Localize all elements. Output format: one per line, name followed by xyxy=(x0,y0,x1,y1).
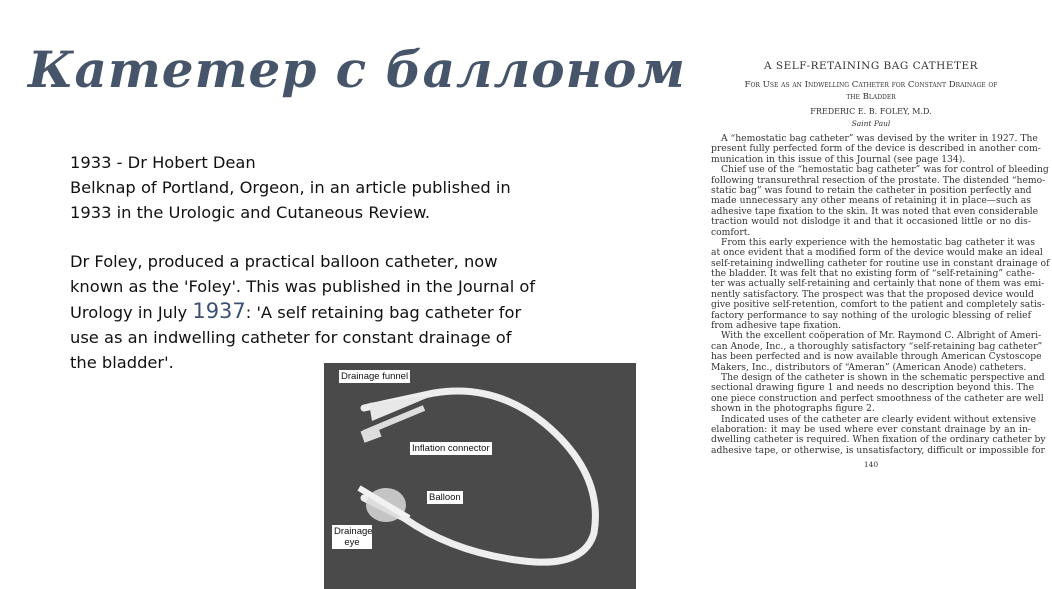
label-inflation-connector: Inflation connector xyxy=(412,443,490,454)
article-line: traction would not dislodge it and that it occasioned little or no dis- xyxy=(711,216,1031,228)
slide-title: Катетер с баллоном xyxy=(28,40,686,99)
label-drainage-funnel: Drainage funnel xyxy=(341,371,409,382)
article-subtitle: For Use as an Indwelling Catheter for Constant Drainage of xyxy=(744,80,998,90)
article-line: Indicated uses of the catheter are clearly evident without extensive xyxy=(721,413,1037,425)
paragraph-1 xyxy=(70,150,540,225)
article-line: made unnecessary any other means of retaining it in place—such as xyxy=(711,195,1031,207)
label-balloon: Balloon xyxy=(429,492,461,503)
article-line: can Anode, Inc., a thoroughly satisfactory “self-retaining bag catheter” xyxy=(711,340,1043,352)
article-line: ter was actually self-retaining and certainly that none of them was emi- xyxy=(711,278,1045,290)
article-line: A “hemostatic bag catheter” was devised by the writer in 1927. The xyxy=(721,133,1038,144)
text: Dr Foley, produced a practical balloon catheter, now known as the 'Foley'. This was published in the Journal of Urology in July xyxy=(70,252,536,322)
journal-article xyxy=(711,60,1050,470)
article-line: self-retaining indwelling catheter for routine use in constant drainage of xyxy=(711,257,1050,269)
article-line: shown in the photographs figure 2. xyxy=(711,403,875,415)
label-drainage-eye: Drainage eye xyxy=(334,526,373,548)
article-body xyxy=(711,133,1050,456)
article-line: Chief use of the “hemostatic bag catheter” was for control of bleeding xyxy=(721,164,1049,176)
article-line: nently satisfactory. The prospect was that the proposed device would xyxy=(711,288,1034,300)
article-line: give positive self-retention, comfort to the patient and completely satis- xyxy=(711,299,1045,311)
article-line: sectional drawing figure 1 and needs no description beyond this. The xyxy=(711,382,1035,394)
article-line: static bag” was found to retain the catheter in position perfectly and xyxy=(711,184,1032,196)
article-line: comfort. xyxy=(711,226,751,238)
article-line: following transurethral resection of the prostate. The distended “hemo- xyxy=(711,174,1046,186)
article-author: FREDERIC E. B. FOLEY, M.D. xyxy=(810,107,932,116)
text: : 'A self retaining bag catheter for use as an indwelling catheter for constant drainage of the bladder'. xyxy=(70,303,522,372)
article-line: present fully perfected form of the device is described in another com- xyxy=(711,143,1041,155)
article-line: adhesive tape, or otherwise, is unsatisfactory, difficult or impossible for xyxy=(711,444,1045,456)
article-line: one piece construction and perfect smoothness of the catheter are well xyxy=(711,392,1044,404)
article-title: A SELF-RETAINING BAG CATHETER xyxy=(763,60,979,72)
article-line: the bladder. It was felt that no existing form of “self-retaining” cathe- xyxy=(711,268,1035,280)
line: Belknap of Portland, Orgeon, in an article published in xyxy=(70,178,511,197)
article-subtitle: the Bladder xyxy=(846,92,896,102)
catheter-photo xyxy=(324,363,636,589)
line: 1933 in the Urologic and Cutaneous Review. xyxy=(70,203,431,222)
article-place: Saint Paul xyxy=(851,119,891,128)
article-line: from adhesive tape fixation. xyxy=(711,320,842,332)
page-number: 140 xyxy=(863,460,879,470)
year-highlight: 1937 xyxy=(192,299,246,323)
article-line: elaboration: it may be used where ever constant drainage by an in- xyxy=(711,423,1031,435)
line: 1933 - Dr Hobert Dean xyxy=(70,153,256,172)
history-text xyxy=(70,150,540,399)
article-line: adhesive tape fixation to the skin. It was noted that even considerable xyxy=(711,205,1039,217)
article-line: The design of the catheter is shown in the schematic perspective and xyxy=(721,371,1045,383)
catheter-illustration xyxy=(324,363,636,589)
article-line: has been perfected and is now available through American Cystoscope xyxy=(711,351,1042,363)
article-line: From this early experience with the hemostatic bag catheter it was xyxy=(721,236,1035,248)
article-line: factory performance to say nothing of the urologic blessing of relief xyxy=(711,309,1031,321)
article-line: With the excellent coöperation of Mr. Raymond C. Albright of Ameri- xyxy=(721,330,1042,342)
article-line: at once evident that a modified form of the device would make an ideal xyxy=(711,247,1043,259)
article-line: munication in this issue of this Journal (see page 134). xyxy=(711,153,966,165)
paragraph-2 xyxy=(70,249,540,375)
article-line: Makers, Inc., distributors of “Ameran” (American Anode) catheters. xyxy=(711,361,1027,373)
article-line: dwelling catheter is required. When fixation of the ordinary catheter by xyxy=(711,434,1046,446)
